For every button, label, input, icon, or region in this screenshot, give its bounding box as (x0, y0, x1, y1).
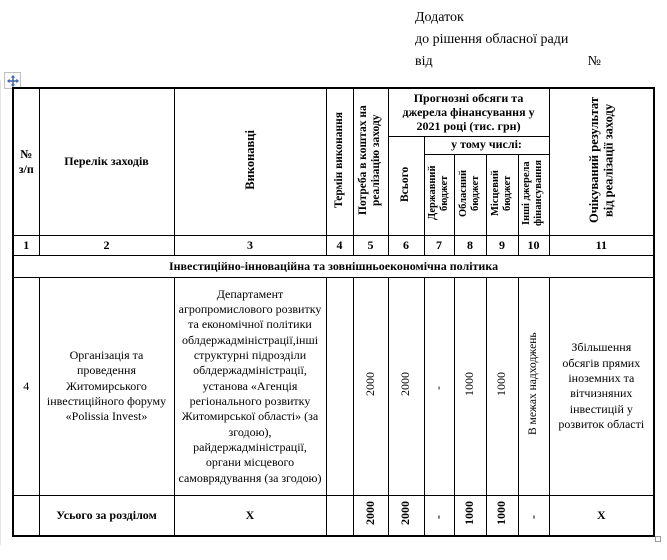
col-number-7: 7 (424, 235, 454, 255)
row4-other-sources-cell (518, 277, 549, 495)
row4-need-cell (353, 277, 388, 495)
col-header-expected: Очікуваний результат від реалізації заходу (586, 96, 616, 223)
col-header-expected-cell (549, 88, 654, 235)
page-edge-line (0, 80, 1, 545)
col-header-total-cell (388, 136, 424, 235)
col-header-num: № з/п (13, 88, 39, 235)
summary-regional-budget: 1000 (462, 501, 477, 526)
col-number-1: 1 (13, 235, 39, 255)
row4-total: 2000 (398, 372, 413, 397)
summary-total: 2000 (398, 501, 413, 526)
row4-term (326, 277, 353, 495)
summary-term-empty (326, 495, 353, 536)
summary-label: Усього за розділом (39, 495, 174, 536)
appendix-note-line1: Додаток (415, 10, 464, 25)
col-header-executors: Виконавці (242, 129, 257, 190)
col-header-executors-cell (174, 88, 326, 235)
col-header-regional-budget-cell (454, 154, 486, 235)
col-number-10: 10 (518, 235, 549, 255)
row4-regional-budget: 1000 (462, 372, 477, 397)
col-header-other-sources: Інші джерела фінансування (521, 159, 545, 226)
col-header-state-budget: Державний бюджет (426, 165, 450, 220)
measures-table (12, 87, 655, 537)
row4-local-budget: 1000 (494, 372, 509, 397)
col-header-term-cell (326, 88, 353, 235)
section-header: Інвестиційно-інноваційна та зовнішньоекономічна політика (13, 255, 654, 277)
col-header-total: Всього (399, 165, 412, 202)
row4-local-budget-cell (486, 277, 518, 495)
col-number-3: 3 (174, 235, 326, 255)
row4-measure: Організація та проведення Житомирського інвестиційного форуму «Polissia Invest» (39, 277, 174, 495)
group-header-including: у тому числі: (424, 136, 549, 154)
col-number-8: 8 (454, 235, 486, 255)
col-header-measures: Перелік заходів (39, 88, 174, 235)
col-header-term: Термін виконання (332, 111, 345, 208)
appendix-note-from: від (415, 54, 433, 69)
col-header-local-budget: Місцевий бюджет (489, 169, 513, 216)
col-number-6: 6 (388, 235, 424, 255)
col-number-2: 2 (39, 235, 174, 255)
col-number-5: 5 (353, 235, 388, 255)
col-number-4: 4 (326, 235, 353, 255)
row4-num: 4 (13, 277, 39, 495)
appendix-note-line2: до рішення обласної ради (415, 32, 569, 47)
summary-other-sources: - (525, 514, 540, 519)
col-number-11: 11 (549, 235, 654, 255)
row4-state-budget-cell (424, 277, 454, 495)
group-header-forecast: Прогнозні обсяги та джерела фінансування у 2021 році (тис. грн) (388, 88, 549, 136)
col-header-need: Потреба в коштах на реалізацію заходу (357, 104, 383, 215)
table-resize-handle[interactable] (655, 536, 661, 542)
col-header-state-budget-cell (424, 154, 454, 235)
summary-need: 2000 (362, 501, 377, 526)
summary-state-budget-cell (424, 495, 454, 536)
appendix-note-number-sign: № (587, 54, 601, 69)
summary-state-budget: - (431, 514, 446, 519)
summary-regional-budget-cell (454, 495, 486, 536)
summary-other-sources-cell (518, 495, 549, 536)
row4-state-budget: - (431, 385, 446, 390)
row4-other-sources: В межах надходжень (526, 332, 539, 436)
col-number-9: 9 (486, 235, 518, 255)
summary-expected-mark: Х (549, 495, 654, 536)
appendix-note (415, 7, 601, 73)
row4-executors: Департамент агропромислового розвитку та економічної політики облдержадміністрації,інші структурні підрозділи облдержадміністрації, установа «Агенція регіонального розвитку Житомирської області» (за згодою), райдержадміністрації, органи місцевого самоврядування (за згодою) (174, 277, 326, 495)
row4-regional-budget-cell (454, 277, 486, 495)
summary-executors-mark: Х (174, 495, 326, 536)
row4-total-cell (388, 277, 424, 495)
summary-need-cell (353, 495, 388, 536)
col-header-local-budget-cell (486, 154, 518, 235)
move-arrows-icon (7, 75, 19, 87)
summary-total-cell (388, 495, 424, 536)
col-header-need-cell (353, 88, 388, 235)
summary-local-budget: 1000 (494, 501, 509, 526)
summary-local-budget-cell (486, 495, 518, 536)
col-header-other-sources-cell (518, 154, 549, 235)
col-header-regional-budget: Обласний бюджет (457, 168, 481, 217)
row4-need: 2000 (362, 372, 377, 397)
appendix-note-line3 (415, 51, 601, 73)
row4-expected-result: Збільшення обсягів прямих іноземних та вітчизняних інвестицій у розвиток області (549, 277, 654, 495)
summary-num-empty (13, 495, 39, 536)
